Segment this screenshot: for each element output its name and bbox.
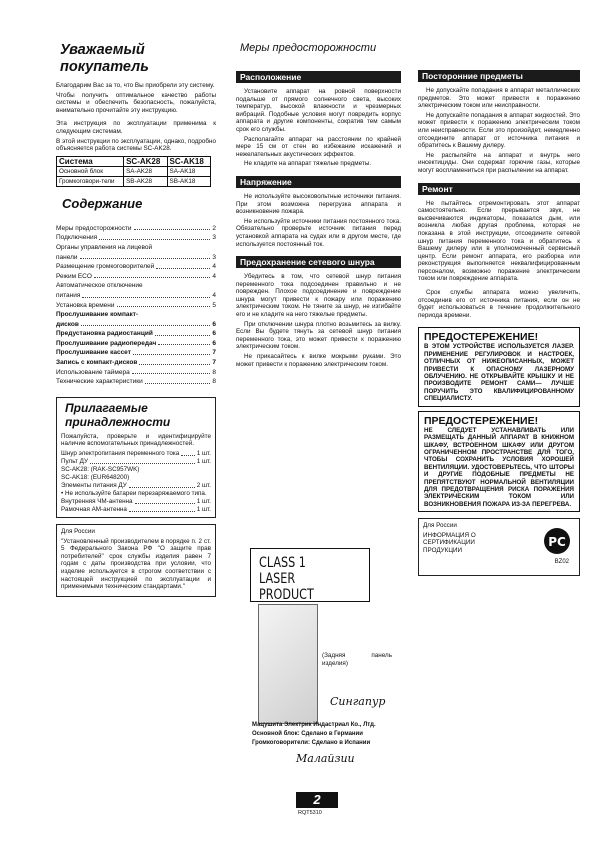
toc-item-title: Запись с компакт-дисков <box>56 359 138 367</box>
toc-item-page: 6 <box>212 330 216 338</box>
toc-item-title: Прослушивание радиопередач <box>56 339 157 347</box>
toc-heading: Содержание <box>62 195 143 211</box>
certification-box <box>418 518 580 576</box>
accessory-item <box>61 498 211 506</box>
foreign-paragraph-2: Не допускайте попадания в аппарат жидкостей. Это может привести к поражению электрическим током или неисправности. Если это произойдет, немедленно отсоедините аппарат от источника питания и обратитесь к Вашему дилеру. <box>418 111 580 150</box>
toc-item-title: питания <box>56 291 81 299</box>
accessories-list <box>61 450 211 514</box>
certification-code: BZ02 <box>554 559 569 566</box>
rear-panel-image <box>258 604 318 724</box>
accessory-item <box>61 474 211 482</box>
ventilation-warning-text: НЕ СЛЕДУЕТ УСТАНАВЛИВАТЬ ИЛИ РАЗМЕЩАТЬ ДАННЫЙ АППАРАТ В КНИЖНОМ ШКАФУ, ВСТРОЕННОМ ШКАФУ ИЛИ ДРУГОМ ОГРАНИЧЕННОМ ПРОСТРАНСТВЕ ДЛЯ ТОГО, ЧТОБЫ СОХРАНИТЬ УСЛОВИЯ ХОРОШЕЙ ВЕНТИЛЯЦИИ. УДОСТОВЕРЬТЕСЬ, ЧТО ШТОРЫ И ДРУГИЕ ПОДОБНЫЕ ПРЕДМЕТЫ НЕ ПРЕПЯТСТВУЮТ НОРМАЛЬНОЙ ВЕНТИЛЯЦИИ ДЛЯ ПРЕДОТВРАЩЕНИЯ РИСКА ПОРАЖЕНИЯ ЭЛЕКТРИЧЕСКИМ ТОКОМ ИЛИ ВОЗНИКНОВЕНИЯ ПОЖАРА ИЗ-ЗА ПЕРЕГРЕВА. <box>424 426 574 508</box>
table-cell: Громкоговори-тели <box>57 176 124 186</box>
page-number: 2 <box>296 792 338 808</box>
russia-warranty-box <box>56 524 216 597</box>
toc-item-page: 4 <box>212 263 216 271</box>
toc-item <box>56 272 216 282</box>
toc-item <box>56 262 216 272</box>
toc-item <box>56 281 216 291</box>
ventilation-warning-box <box>418 411 580 512</box>
rst-certification-icon <box>543 527 571 555</box>
russia-text: "Установленный производителем в порядке п. 2 ст. 5 Федерального Закона РФ "О защите прав потребителей" срок службы изделия равен 7 годам с даты производства при условии, что изделие используется в строгом соответствии с настоящей инструкцией по эксплуатации и применимыми техническим стандартами." <box>61 537 211 591</box>
made-in-speakers: Громкоговорители: Сделано в Испании <box>252 740 371 746</box>
toc-item-page: 5 <box>212 301 216 309</box>
accessory-name: Пульт ДУ <box>61 458 88 466</box>
toc-item-title: Предустановка радиостанций <box>56 330 153 338</box>
toc-item <box>56 329 216 339</box>
cord-paragraph-2: При отключении шнура плотно возьмитесь за вилку. Если Вы будете тянуть за сетевой шнур питания переменного тока, это может привести к поражению электрическим током. <box>236 320 401 351</box>
toc-item <box>56 339 216 349</box>
made-in-main: Основной блок: Сделано в Германии <box>252 731 363 737</box>
toc-item-page: 2 <box>212 224 216 232</box>
table-cell: SC-AK28 <box>124 156 167 166</box>
toc-item <box>56 253 216 263</box>
intro-paragraph-1: Благодарим Вас за то, что Вы приобрели эту систему. <box>56 82 215 89</box>
right-column <box>418 30 580 576</box>
accessory-qty: 1 шт. <box>196 506 211 514</box>
toc-item-page: 8 <box>212 378 216 386</box>
table-cell: SB-AK18 <box>167 176 210 186</box>
toc-item <box>56 243 216 253</box>
accessory-qty: 2 шт. <box>196 482 211 490</box>
toc-item-title: Автоматическое отключение <box>56 282 143 290</box>
accessory-qty: 1 шт. <box>196 458 211 466</box>
laser-label <box>250 548 370 602</box>
placement-paragraph-1: Установите аппарат на ровной поверхности подальше от прямого солнечного света, высоких температур, высокой влажности и чрезмерных вибраций. Подобные условия могут повредить корпус аппарата и другие компоненты, сократив тем самым срок его службы. <box>236 88 401 133</box>
accessories-heading: Прилагаемые принадлежности <box>65 400 171 429</box>
accessory-name: SC-AK18: (EUR648200) <box>61 474 130 482</box>
accessory-item <box>61 466 211 474</box>
accessory-qty: 1 шт. <box>196 498 211 506</box>
toc-item-page: 4 <box>212 291 216 299</box>
table-cell: Система <box>57 156 124 166</box>
placement-paragraph-2: Располагайте аппарат на расстоянии по крайней мере 15 см от стен во избежание искажений и нежелательных акустических эффектов. <box>236 135 401 158</box>
toc-item-title: Режим ECO <box>56 272 92 280</box>
accessory-item <box>61 458 211 466</box>
laser-warning-text: В ЭТОМ УСТРОЙСТВЕ ИСПОЛЬЗУЕТСЯ ЛАЗЕР. ПРИМЕНЕНИЕ РЕГУЛИРОВОК И НАСТРОЕК, ОТЛИЧНЫХ ОТ НИЖЕОПИСАННЫХ, МОЖЕТ ПРИВЕСТИ К ОПАСНОМУ ЛАЗЕРНОМУ ОБЛУЧЕНИЮ. НЕ ОТКРЫВАЙТЕ КРЫШКУ И НЕ ПРОИЗВОДИТЕ РЕМОНТ САМИ— ЛУЧШЕ ПОРУЧИТЬ ЭТО КВАЛИФИЦИРОВАННОМУ СПЕЦИАЛИСТУ. <box>424 343 574 403</box>
toc-item <box>56 377 216 387</box>
placement-paragraph-3: Не кладите на аппарат тяжелые предметы. <box>244 160 372 168</box>
accessory-item <box>61 482 211 490</box>
section-cord-protection: Предохранение сетевого шнура <box>236 256 401 268</box>
intro-paragraph-4: В этой инструкции по эксплуатации, однако, подробно объясняется работа системы SC-AK28. <box>56 137 216 153</box>
toc-item-title: Органы управления на лицевой <box>56 243 153 251</box>
accessory-name: Шнур электропитания переменного тока <box>61 450 180 458</box>
section-foreign-objects: Посторонние предметы <box>418 70 580 82</box>
toc-item-title: Установка времени <box>56 301 115 309</box>
accessory-qty: 1 шт. <box>196 450 211 458</box>
foreign-paragraph-1: Не допускайте попадания в аппарат металлических предметов. Это может привести к поражению электрическим током или неисправности. <box>418 87 580 110</box>
toc-item-title: Технические характеристики <box>56 378 143 386</box>
accessory-name: Элементы питания ДУ <box>61 482 127 490</box>
intro-paragraph-2: Чтобы получить оптимальное качество работы системы и обеспечить безопасность, пожалуйста, внимательно прочитайте эту инструкцию. <box>56 91 216 114</box>
cord-paragraph-1: Убедитесь в том, что сетевой шнур питания переменного тока подсоединен правильно и не поврежден. Плохое подсоединение и повреждение шнура могут привести к пожару или поражению электрическим током. Не тяните за шнур, не изгибайте его и не кладите на него тяжелые предметы. <box>236 273 401 319</box>
table-cell: SB-AK28 <box>124 176 167 186</box>
toc-item-title: Прослушивание кассет <box>56 349 131 357</box>
voltage-paragraph-1: Не используйте высоковольтные источники питания. При этом возможна перегрузка аппарата и возникновение пожара. <box>236 192 401 216</box>
foreign-paragraph-3: Не распыляйте на аппарат и внутрь него инсектициды. Они содержат горючие газы, которые могут воспламениться при распылении на аппарат. <box>418 151 580 174</box>
toc-item <box>56 291 216 301</box>
toc-item <box>56 368 216 378</box>
table-of-contents <box>56 224 216 387</box>
certification-text: ИНФОРМАЦИЯ О СЕРТИФИКАЦИИ ПРОДУКЦИИ <box>423 531 476 554</box>
accessories-intro: Пожалуйста, проверьте и идентифицируйте наличие вспомогательных принадлежностей. <box>61 432 211 448</box>
left-column <box>56 30 216 597</box>
rear-panel-caption: (Задняя панель изделия) <box>322 652 392 667</box>
class-1-text: CLASS 1 <box>259 555 306 571</box>
accessory-item <box>61 506 211 514</box>
laser-warning-box <box>418 327 580 406</box>
toc-item-title: Размещение громкоговорителей <box>56 263 155 271</box>
table-cell: SA-AK18 <box>167 166 210 176</box>
toc-item-page: 3 <box>212 234 216 242</box>
intro-paragraph-3: Эта инструкция по эксплуатации применима к следующим системам. <box>56 120 216 135</box>
laser-product-text: LASER PRODUCT <box>259 571 314 603</box>
toc-item-page: 6 <box>212 339 216 347</box>
toc-item <box>56 348 216 358</box>
section-voltage: Напряжение <box>236 176 401 188</box>
section-placement: Расположение <box>236 71 401 83</box>
toc-item-page: 3 <box>212 253 216 261</box>
accessory-name: SC-AK28: (RAK-SC957WK) <box>61 466 140 474</box>
table-cell: SA-AK28 <box>124 166 167 176</box>
section-repair: Ремонт <box>418 183 580 195</box>
table-cell: SC-AK18 <box>167 156 210 166</box>
voltage-paragraph-2: Не используйте источники питания постоянного тока. Обязательно проверьте источник питания перед установкой аппарата на судах или в другом месте, где используется постоянный ток. <box>236 217 401 248</box>
toc-item <box>56 233 216 243</box>
toc-item <box>56 320 216 330</box>
toc-item-title: панели <box>56 253 78 261</box>
toc-item-title: Прослушивание компакт- <box>56 311 139 319</box>
repair-paragraph-1: Не пытайтесь отремонтировать этот аппарат самостоятельно. Если прерывается звук, не высвечиваются индикаторы, показался дым, или возникла любая другая проблема, которая не показана в этой инструкции, отсоедините сетевой шнур питания переменного тока и обратитесь к Вашему дилеру или в уполномоченный сервисный центр. Если ремонт аппарата, его разборка или реконструкция выполняется неквалифицированным персоналом, возможно поражение электрическим током или повреждение аппарата. <box>418 199 580 283</box>
manufacturer-text: Мацушита Электрик Индастриал Ко., Лтд. <box>252 722 376 728</box>
greeting-heading: Уважаемый покупатель <box>60 42 149 75</box>
toc-item-title: дисков <box>56 320 79 328</box>
accessory-item <box>61 490 211 498</box>
accessories-box <box>56 397 216 518</box>
certification-title: Для России <box>423 522 457 530</box>
middle-column <box>236 30 401 370</box>
table-cell: Основной блок <box>57 166 124 176</box>
toc-item-page: 6 <box>212 320 216 328</box>
russia-title: Для России <box>61 528 95 536</box>
accessory-name: Рамочная АМ-антенна <box>61 506 127 514</box>
svg-text:PC: PC <box>548 535 566 550</box>
ventilation-warning-title: ПРЕДОСТЕРЕЖЕНИЕ! <box>424 414 539 427</box>
precautions-heading: Меры предосторожности <box>240 42 377 54</box>
toc-item-page: 7 <box>212 359 216 367</box>
toc-item <box>56 358 216 368</box>
toc-item <box>56 224 216 234</box>
repair-paragraph-2: Срок службы аппарата можно увеличить, отсоединив его от источника питания, если он не будет использоваться в течение продолжительного периода времени. <box>418 289 580 319</box>
document-code: RQT5310 <box>298 810 322 816</box>
toc-item <box>56 301 216 311</box>
laser-warning-title: ПРЕДОСТЕРЕЖЕНИЕ! <box>424 331 539 344</box>
handwritten-malaysia: Малайзии <box>296 752 355 765</box>
accessory-item <box>61 450 211 458</box>
toc-item-title: Подключения <box>56 234 98 242</box>
systems-table <box>56 156 211 187</box>
toc-item-title: Использование таймера <box>56 368 130 376</box>
toc-item-page: 8 <box>212 368 216 376</box>
toc-item-page: 4 <box>212 272 216 280</box>
cord-paragraph-3: Не прикасайтесь к вилке мокрыми руками. Это может привести к поражению электрическим током. <box>236 353 401 368</box>
handwritten-singapore: Сингапур <box>330 695 386 708</box>
toc-item-page: 7 <box>212 349 216 357</box>
accessory-name: • Не используйте батареи перезаряжаемого типа. <box>61 490 207 498</box>
toc-item <box>56 310 216 320</box>
accessory-name: Внутренняя ЧМ-антенна <box>61 498 133 506</box>
toc-item-title: Меры предосторожности <box>56 224 132 232</box>
